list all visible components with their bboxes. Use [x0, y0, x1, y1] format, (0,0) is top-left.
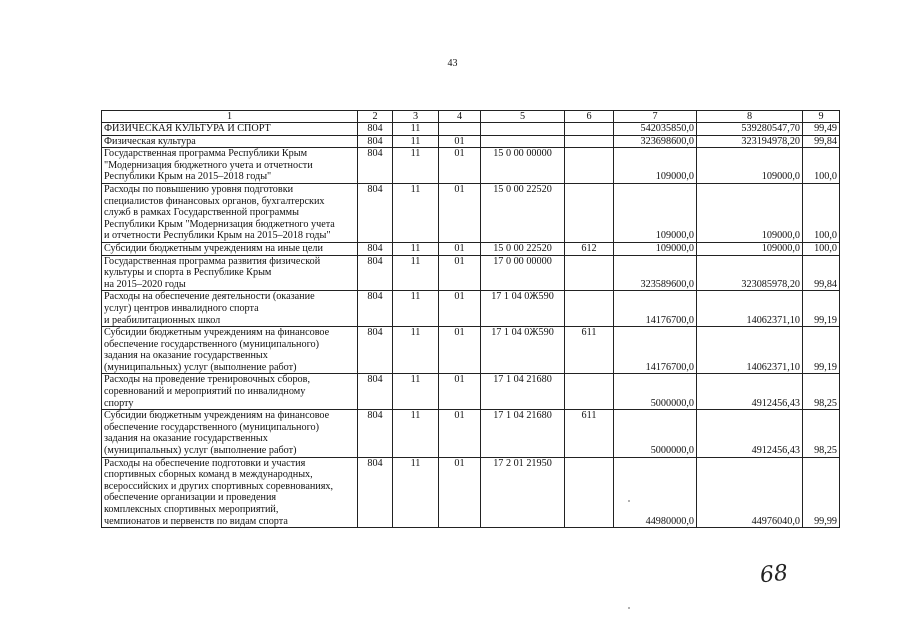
section-code-cell: 11 [393, 255, 439, 291]
ministry-code-cell: 804 [358, 255, 393, 291]
row-name-cell: Субсидии бюджетным учреждениям на финансовое обеспечение государственного (муниципального) задания на оказание государственных (муниципальных) услуг (выполнение работ) [102, 327, 358, 374]
page-number: 43 [447, 58, 458, 69]
executed-amount-cell: 109000,0 [697, 148, 803, 184]
section-code-cell: 11 [393, 123, 439, 136]
planned-amount-cell: 323589600,0 [614, 255, 697, 291]
subsection-code-cell: 01 [439, 242, 481, 255]
row-name-cell: ФИЗИЧЕСКАЯ КУЛЬТУРА И СПОРТ [102, 123, 358, 136]
target-article-cell: 17 1 04 0Ж590 [481, 327, 565, 374]
ministry-code-cell: 804 [358, 410, 393, 457]
executed-amount-cell: 323085978,20 [697, 255, 803, 291]
target-article-cell: 17 1 04 21680 [481, 374, 565, 410]
ministry-code-cell: 804 [358, 291, 393, 327]
ministry-code-cell: 804 [358, 183, 393, 242]
row-name-cell: Государственная программа развития физической культуры и спорта в Республике Крым на 2015–2020 годы [102, 255, 358, 291]
table-row [102, 148, 840, 184]
executed-amount-cell: 109000,0 [697, 183, 803, 242]
header-cell: 3 [393, 111, 439, 123]
execution-percent-cell: 99,84 [803, 135, 840, 148]
target-article-cell: 15 0 00 22520 [481, 183, 565, 242]
subsection-code-cell: 01 [439, 457, 481, 528]
planned-amount-cell: 109000,0 [614, 183, 697, 242]
subsection-code-cell: 01 [439, 255, 481, 291]
executed-amount-cell: 14062371,10 [697, 327, 803, 374]
table-row [102, 242, 840, 255]
section-code-cell: 11 [393, 374, 439, 410]
planned-amount-cell: 323698600,0 [614, 135, 697, 148]
header-cell: 9 [803, 111, 840, 123]
planned-amount-cell: 109000,0 [614, 148, 697, 184]
ministry-code-cell: 804 [358, 457, 393, 528]
execution-percent-cell: 99,19 [803, 291, 840, 327]
execution-percent-cell: 99,19 [803, 327, 840, 374]
planned-amount-cell: 5000000,0 [614, 410, 697, 457]
subsection-code-cell: 01 [439, 374, 481, 410]
section-code-cell: 11 [393, 327, 439, 374]
subsection-code-cell: 01 [439, 291, 481, 327]
executed-amount-cell: 4912456,43 [697, 410, 803, 457]
header-cell: 5 [481, 111, 565, 123]
expense-type-cell [565, 148, 614, 184]
table-row [102, 457, 840, 528]
row-name-cell: Физическая культура [102, 135, 358, 148]
table-row [102, 374, 840, 410]
expense-type-cell: 611 [565, 327, 614, 374]
section-code-cell: 11 [393, 135, 439, 148]
subsection-code-cell: 01 [439, 135, 481, 148]
expense-type-cell [565, 457, 614, 528]
budget-table [101, 110, 840, 528]
expense-type-cell: 611 [565, 410, 614, 457]
subsection-code-cell [439, 123, 481, 136]
execution-percent-cell: 98,25 [803, 410, 840, 457]
executed-amount-cell: 44976040,0 [697, 457, 803, 528]
ministry-code-cell: 804 [358, 242, 393, 255]
row-name-cell: Расходы на проведение тренировочных сборов, соревнований и мероприятий по инвалидному спорту [102, 374, 358, 410]
executed-amount-cell: 323194978,20 [697, 135, 803, 148]
executed-amount-cell: 539280547,70 [697, 123, 803, 136]
execution-percent-cell: 100,0 [803, 148, 840, 184]
header-cell: 8 [697, 111, 803, 123]
header-cell: 7 [614, 111, 697, 123]
header-cell: 2 [358, 111, 393, 123]
target-article-cell: 17 1 04 21680 [481, 410, 565, 457]
table-row [102, 123, 840, 136]
execution-percent-cell: 99,84 [803, 255, 840, 291]
subsection-code-cell: 01 [439, 410, 481, 457]
execution-percent-cell: 99,99 [803, 457, 840, 528]
row-name-cell: Расходы на обеспечение деятельности (оказание услуг) центров инвалидного спорта и реабилитационных школ [102, 291, 358, 327]
table-row [102, 183, 840, 242]
subsection-code-cell: 01 [439, 327, 481, 374]
section-code-cell: 11 [393, 148, 439, 184]
execution-percent-cell: 98,25 [803, 374, 840, 410]
ministry-code-cell: 804 [358, 123, 393, 136]
table-row [102, 410, 840, 457]
execution-percent-cell: 99,49 [803, 123, 840, 136]
executed-amount-cell: 14062371,10 [697, 291, 803, 327]
planned-amount-cell: 44980000,0 [614, 457, 697, 528]
section-code-cell: 11 [393, 183, 439, 242]
row-name-cell: Расходы по повышению уровня подготовки специалистов финансовых органов, бухгалтерских служб в рамках Государственной программы Республики Крым "Модернизация бюджетного учета и отчетности Республики Крым на 2015–2018 годы" [102, 183, 358, 242]
planned-amount-cell: 14176700,0 [614, 291, 697, 327]
row-name-cell: Субсидии бюджетным учреждениям на финансовое обеспечение государственного (муниципального) задания на оказание государственных (муниципальных) услуг (выполнение работ) [102, 410, 358, 457]
table-header-row [102, 111, 840, 123]
planned-amount-cell: 5000000,0 [614, 374, 697, 410]
expense-type-cell [565, 374, 614, 410]
row-name-cell: Государственная программа Республики Крым "Модернизация бюджетного учета и отчетности Республики Крым на 2015–2018 годы" [102, 148, 358, 184]
table-row [102, 327, 840, 374]
execution-percent-cell: 100,0 [803, 183, 840, 242]
subsection-code-cell: 01 [439, 183, 481, 242]
planned-amount-cell: 14176700,0 [614, 327, 697, 374]
expense-type-cell: 612 [565, 242, 614, 255]
subsection-code-cell: 01 [439, 148, 481, 184]
row-name-cell: Субсидии бюджетным учреждениям на иные цели [102, 242, 358, 255]
scan-speck [628, 607, 630, 609]
expense-type-cell [565, 291, 614, 327]
table-row [102, 135, 840, 148]
planned-amount-cell: 542035850,0 [614, 123, 697, 136]
row-name-cell: Расходы на обеспечение подготовки и участия спортивных сборных команд в международных, всероссийских и других спортивных соревнованиях, обеспечение организации и проведения комплексных спортивных мероприятий, чемпионатов и первенств по видам спорта [102, 457, 358, 528]
target-article-cell: 17 2 01 21950 [481, 457, 565, 528]
ministry-code-cell: 804 [358, 135, 393, 148]
target-article-cell: 17 1 04 0Ж590 [481, 291, 565, 327]
header-cell: 1 [102, 111, 358, 123]
ministry-code-cell: 804 [358, 148, 393, 184]
target-article-cell [481, 123, 565, 136]
ministry-code-cell: 804 [358, 327, 393, 374]
target-article-cell [481, 135, 565, 148]
section-code-cell: 11 [393, 457, 439, 528]
scan-speck [628, 500, 630, 502]
target-article-cell: 15 0 00 22520 [481, 242, 565, 255]
ministry-code-cell: 804 [358, 374, 393, 410]
expense-type-cell [565, 123, 614, 136]
expense-type-cell [565, 255, 614, 291]
handwritten-sheet-number: 68 [758, 560, 790, 589]
executed-amount-cell: 109000,0 [697, 242, 803, 255]
executed-amount-cell: 4912456,43 [697, 374, 803, 410]
target-article-cell: 17 0 00 00000 [481, 255, 565, 291]
section-code-cell: 11 [393, 410, 439, 457]
table-row [102, 255, 840, 291]
target-article-cell: 15 0 00 00000 [481, 148, 565, 184]
planned-amount-cell: 109000,0 [614, 242, 697, 255]
section-code-cell: 11 [393, 291, 439, 327]
section-code-cell: 11 [393, 242, 439, 255]
expense-type-cell [565, 183, 614, 242]
header-cell: 4 [439, 111, 481, 123]
table-row [102, 291, 840, 327]
execution-percent-cell: 100,0 [803, 242, 840, 255]
header-cell: 6 [565, 111, 614, 123]
expense-type-cell [565, 135, 614, 148]
